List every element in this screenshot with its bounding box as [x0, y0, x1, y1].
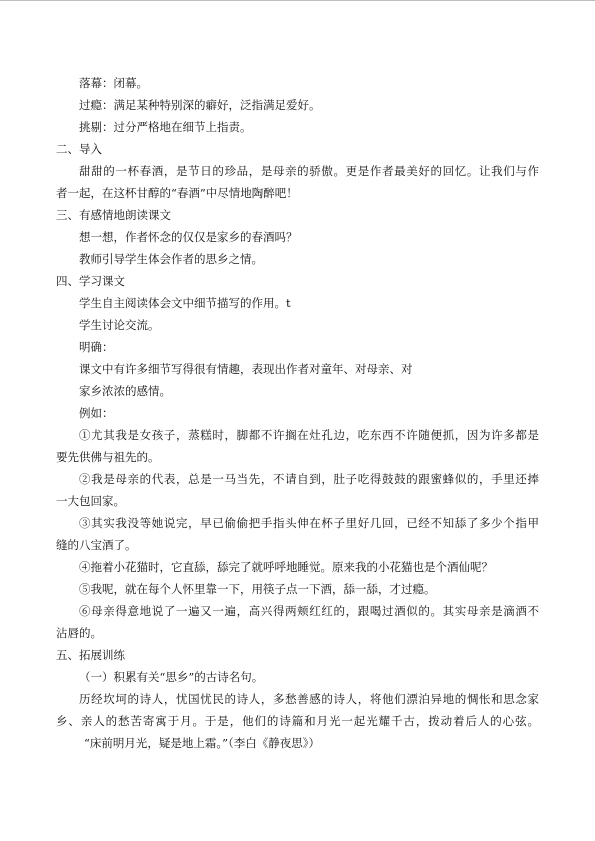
top-border-line [0, 0, 595, 1]
text-line: 历经坎坷的诗人，忧国忧民的诗人，多愁善感的诗人，将他们漂泊异地的惆怅和思念家 [79, 692, 539, 706]
text-line: 落幕：闭幕。 [79, 76, 148, 90]
text-line: 例如： [79, 406, 114, 420]
text-line: 教师引导学生体会作者的思乡之情。 [79, 252, 263, 266]
text-line: ①尤其我是女孩子，蒸糕时，脚都不许搁在灶孔边，吃东西不许随便抓，因为许多都是 [79, 428, 539, 442]
text-line: 要先供佛与祖先的。 [56, 450, 160, 464]
section-heading: 二、导入 [56, 142, 102, 156]
text-line: ⑤我呢，就在每个人怀里靠一下，用筷子点一下酒，舔一舔，才过瘾。 [79, 582, 436, 596]
section-heading: 三、有感情地朗读课文 [56, 208, 171, 222]
text-line: 乡、亲人的愁苦寄寓于月。于是，他们的诗篇和月光一起光耀千古，拨动着后人的心弦。 [56, 714, 539, 728]
text-line: 甜甜的一杯春酒，是节日的珍品，是母亲的骄傲。更是作者最美好的回忆。让我们与作 [79, 164, 539, 178]
text-line: 明确： [79, 340, 114, 354]
text-line: 想一想，作者怀念的仅仅是家乡的春酒吗？ [79, 230, 298, 244]
text-line: 过瘾：满足某种特别深的癖好，泛指满足爱好。 [79, 98, 321, 112]
text-line: 学生自主阅读体会文中细节描写的作用。t [79, 296, 291, 310]
text-line: ②我是母亲的代表，总是一马当先，不请自到，肚子吃得鼓鼓的跟蜜蜂似的，手里还捧 [79, 472, 539, 486]
text-line: 学生讨论交流。 [79, 318, 160, 332]
text-line: 者一起，在这杯甘醇的“春酒”中尽情地陶醉吧！ [56, 186, 298, 200]
text-line: 挑剔：过分严格地在细节上指责。 [79, 120, 252, 134]
text-line: 课文中有许多细节写得很有情趣，表现出作者对童年、对母亲、对 [79, 362, 413, 376]
text-line: 家乡浓浓的感情。 [79, 384, 171, 398]
text-line: 沾唇的。 [56, 626, 102, 640]
text-line: ⑥母亲得意地说了一遍又一遍，高兴得两颊红红的，跟喝过酒似的。其实母亲是滴酒不 [79, 604, 539, 618]
section-heading: 四、学习课文 [56, 274, 125, 288]
text-line: 一大包回家。 [56, 494, 125, 508]
section-heading: 五、拓展训练 [56, 648, 125, 662]
text-line: ③其实我没等她说完，早已偷偷把手指头伸在杯子里好几回，已经不知舔了多少个指甲 [79, 516, 539, 530]
text-line: 缝的八宝酒了。 [56, 538, 137, 552]
text-line: “床前明月光，疑是地上霜。”（李白《静夜思》） [84, 736, 321, 750]
text-line: ④拖着小花猫时，它直舔，舔完了就呼呼地睡觉。原来我的小花猫也是个酒仙呢？ [79, 560, 493, 574]
text-line: （一）积累有关“思乡”的古诗名句。 [79, 670, 264, 684]
